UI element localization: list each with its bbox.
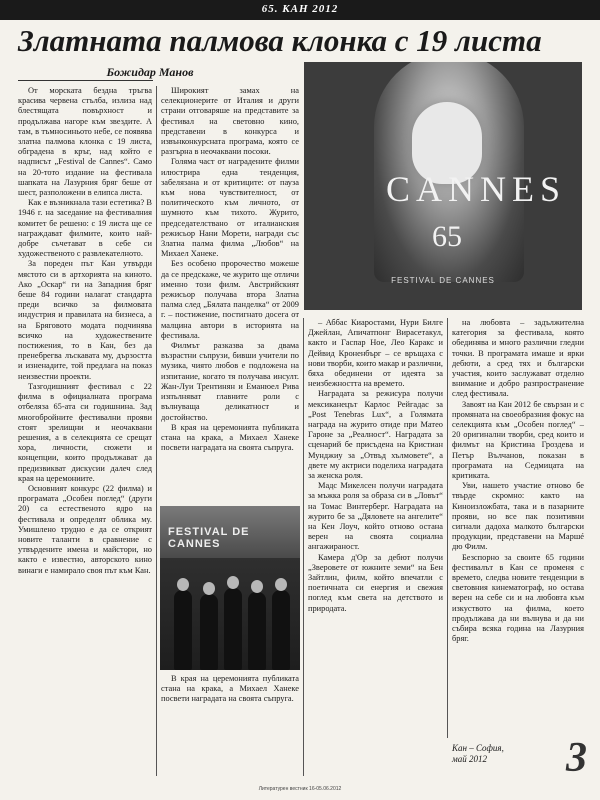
page-footer: Литературен вестник 16-05.06.2012 bbox=[258, 786, 342, 792]
paragraph: Завоят на Кан 2012 бе свързан и с промяната на своеобразния фокус на селекцията към „Особен поглед“ – 20 оригинални творби, сред които и филмът на Кристина Гроздева и Петър Вълчанов, показан в програмата на Седмицата на критиката. bbox=[452, 399, 584, 481]
paragraph: Филмът разказва за двама възрастни съпрузи, бивши учители по музика, чиято любов е подложена на изпитание, когато тя получава инсулт. Жан-Луи Трентинян и Еманюел Рива изпълняват главните роли с вълнуваща деликатност и достойнство. bbox=[161, 341, 299, 422]
paragraph: Камера д'Ор за дебют получи „Зверовете от южните земи“ на Бен Зайтлин, филм, който впечатли с поетичната си енергия и свежия поглед към света на детството и природата. bbox=[308, 552, 443, 613]
paragraph: Тазгодишният фестивал с 22 филма в официалната програма отбеляза 65-ата си годишнина. Зад многобройните фестивални прояви стоят зрелищни и неочаквани решения, а в селекцията се срещат хора, личности, сюжети и концепции, които продължават да предизвикват дискусии далеч след края на церемониите. bbox=[18, 381, 152, 483]
paragraph: За пореден път Кан утвърди мястото си в артхорията на киното. Ако „Оскар“ ги на Западния бряг беше 84 години налагат стандарта преди всичко за филмовата индустрия и правилата на бизнеса, а на Бряговото модата подчинява всичко на художествените постижения, то в Кан, без да пренебрегва лъскавата му, дързостта и изненадите, той предлага на показ неизвестни проекти. bbox=[18, 259, 152, 381]
issue-label: 65. КАН 2012 bbox=[261, 3, 339, 15]
poster-number: 65 bbox=[432, 220, 462, 253]
page-number: 3 bbox=[566, 735, 587, 781]
festival-red-carpet-photo bbox=[160, 506, 300, 670]
paragraph: От морската бездна тръгва красива червена стълба, излиза над блестящата повърхност и продължава нагоре към звездите. А там, в тъмносиньото небе, се появява златна палмова клонка с 19 листа, обградена в кръг, над който е надписът „Festival de Cannes“. Само на 20-тото издание на фестивала шапката на Лазурния бряг беше от шест, разположени в елипса листа. bbox=[18, 86, 152, 198]
article-signature bbox=[452, 743, 504, 765]
page-header bbox=[0, 0, 600, 20]
paragraph: на любовта – задължителна категория за фестивала, която обединява и много различни гледни точки. В програмата имаше и ярки дебюти, а сред тях и български участия, които заслужават отделно внимание и добро разпространение след фестивала. bbox=[452, 318, 584, 399]
paragraph: Безспорно за своите 65 години фестивалът в Кан се променя с времето, следва новите тенденции в световния кинематограф, но остава верен на себе си и на любовта към изкуството на филма, което продължава да ни вълнува и да ни събира всяка година на Лазурния бряг. bbox=[452, 552, 584, 644]
photo-figure bbox=[224, 588, 242, 670]
column-divider bbox=[156, 86, 157, 776]
paragraph: Широкият замах на селекционерите от Италия и други страни отговаряше на представите за фестивал на световно кино, представени в конкурса и извънконкурсната програма, която се разгърна в неочаквани посоки. bbox=[161, 86, 299, 157]
cannes-poster-image bbox=[304, 62, 582, 310]
paragraph: Без особено пророчество можеше да се предскаже, че журито ще отличи именно този филм. Австрийският режисьор получава втора Златна палма след „Бялата панделка“ от 2009 г. – постижение, постигнато досега от малцина автори в историята на фестивала. bbox=[161, 259, 299, 340]
article-column-2 bbox=[161, 86, 299, 500]
photo-figure bbox=[200, 594, 218, 670]
article-column-4 bbox=[452, 318, 584, 738]
signature-date: май 2012 bbox=[452, 754, 487, 764]
paragraph: Голяма част от наградените филми илюстрира една тенденция, забелязана и от критиците: от пауза към нова чувствителност, от политическото към личното, от шумното към тихото. Журито, председателствано от италианския режисьор Нани Морети, награди със Златна палма филма „Любов“ на Михаел Ханеке. bbox=[161, 157, 299, 259]
paragraph: Уви, нашето участие отново бе твърде скромно: както на Киноизложбата, така и в пазарните прояви, но все пак позитивни сигнали дадоха малкото български продукции, представени на Маршé дю Филм. bbox=[452, 481, 584, 552]
poster-caption: FESTIVAL DE CANNES bbox=[391, 276, 495, 285]
photo-banner-text: FESTIVAL DE CANNES bbox=[168, 526, 250, 550]
signature-place: Кан – София, bbox=[452, 743, 504, 753]
paragraph: Мадс Микелсен получи наградата за мъжка роля за образа си в „Ловът“ на Томас Винтерберг. Наградата на журито бе за „Дяловете на ангелите“ на Кен Лоуч, който отново остана верен на своята социална ангажираност. bbox=[308, 481, 443, 552]
photo-figure bbox=[272, 590, 290, 670]
paragraph: Основният конкурс (22 филма) и програмата „Особен поглед“ (други 20) са естественото ядро на фестивала и определят облика му. Умишлено трудно е да се открият новите таланти в сравнение с утвърдените имена и майстори, но както е известно, авторското кино винаги е намирало своя път към Кан. bbox=[18, 483, 152, 575]
divider bbox=[18, 80, 153, 81]
poster-word: CANNES bbox=[386, 169, 567, 209]
photo-banner bbox=[160, 506, 300, 558]
photo-figure-head bbox=[251, 580, 263, 593]
photo-figure-head bbox=[275, 578, 287, 591]
column-divider bbox=[303, 318, 304, 776]
paragraph: В края на церемонията публиката стана на крака, а Михаел Ханеке посвети наградата на своята съпруга. bbox=[161, 674, 299, 704]
author-name: Божидар Манов bbox=[106, 65, 194, 79]
article-column-1 bbox=[18, 86, 152, 776]
paragraph: – Аббас Киаростами, Нури Билге Джейлан, Апичатпонг Вирасетакул, както и Гаспар Ное, Лео Каракс и Дейвид Кроненбърг – се връщаха с нови творби, които макар и различни, бяха обединени от идеята за неизбежността на времето. bbox=[308, 318, 443, 389]
photo-figure bbox=[248, 592, 266, 670]
photo-figure-head bbox=[177, 578, 189, 591]
photo-figure bbox=[174, 590, 192, 670]
column-divider bbox=[447, 318, 448, 738]
article-title: Златната палмова клонка с 19 листа bbox=[18, 23, 542, 58]
article-column-3 bbox=[308, 318, 443, 776]
paragraph: В края на церемонията публиката стана на крака, а Михаел Ханеке посвети наградата на своята съпруга. bbox=[161, 422, 299, 453]
photo-figure-head bbox=[203, 582, 215, 595]
paragraph: Как е възникнала тази естетика? В 1946 г. на заседание на фестивалния комитет бе решено: с 19 листа ще се награждават филмите, които най-добре съчетават в себе си художественото с развлекателното. bbox=[18, 198, 152, 259]
article-column-2-lower bbox=[161, 674, 299, 776]
paragraph: Наградата за режисура получи мексиканецът Карлос Рейгадас за „Post Tenebras Lux“, а Голямата награда на журито отиде при Матео Гароне за „Реалност“. Наградата за сценарий бе присъдена на Кристиан Мунджиу за „Отвъд хълмовете“, а двете му актриси поделиха наградата за женска роля. bbox=[308, 389, 443, 481]
photo-figure-head bbox=[227, 576, 239, 589]
